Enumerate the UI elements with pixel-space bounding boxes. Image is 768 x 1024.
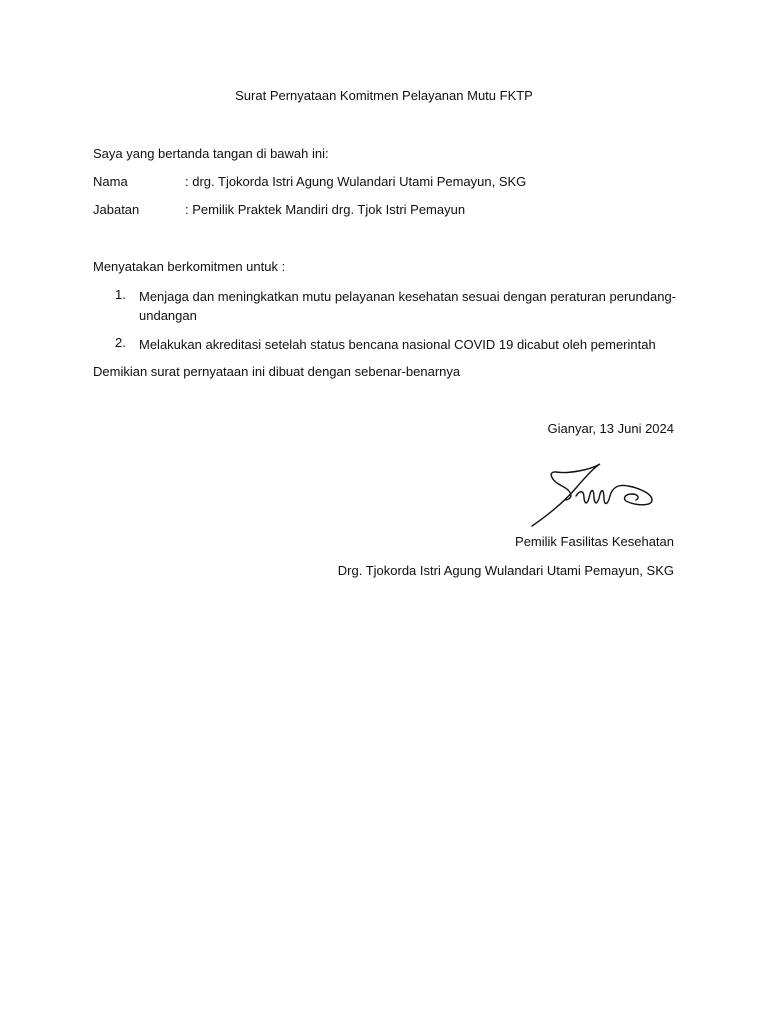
field-label-nama: Nama: [93, 174, 128, 189]
handwritten-signature: [528, 460, 663, 530]
commitment-number-2: 2.: [115, 335, 126, 350]
commitment-intro: Menyatakan berkomitmen untuk :: [93, 259, 286, 274]
closing-statement: Demikian surat pernyataan ini dibuat dengan sebenar-benarnya: [93, 364, 461, 379]
field-value-nama: : drg. Tjokorda Istri Agung Wulandari Utami Pemayun, SKG: [185, 174, 527, 189]
intro-text: Saya yang bertanda tangan di bawah ini:: [93, 146, 329, 161]
signer-name: Drg. Tjokorda Istri Agung Wulandari Utami Pemayun, SKG: [337, 563, 674, 578]
field-label-jabatan: Jabatan: [93, 202, 140, 217]
commitment-number-1: 1.: [115, 287, 126, 302]
commitment-text-1: Menjaga dan meningkatkan mutu pelayanan kesehatan sesuai dengan peraturan perundang-undangan: [139, 289, 676, 323]
document-title: Surat Pernyataan Komitmen Pelayanan Mutu FKTP: [235, 88, 533, 103]
signer-role: Pemilik Fasilitas Kesehatan: [515, 534, 674, 549]
field-value-jabatan: : Pemilik Praktek Mandiri drg. Tjok Istri Pemayun: [185, 202, 466, 217]
commitment-text-2: Melakukan akreditasi setelah status bencana nasional COVID 19 dicabut oleh pemerintah: [139, 337, 656, 352]
place-date: Gianyar, 13 Juni 2024: [547, 421, 674, 436]
